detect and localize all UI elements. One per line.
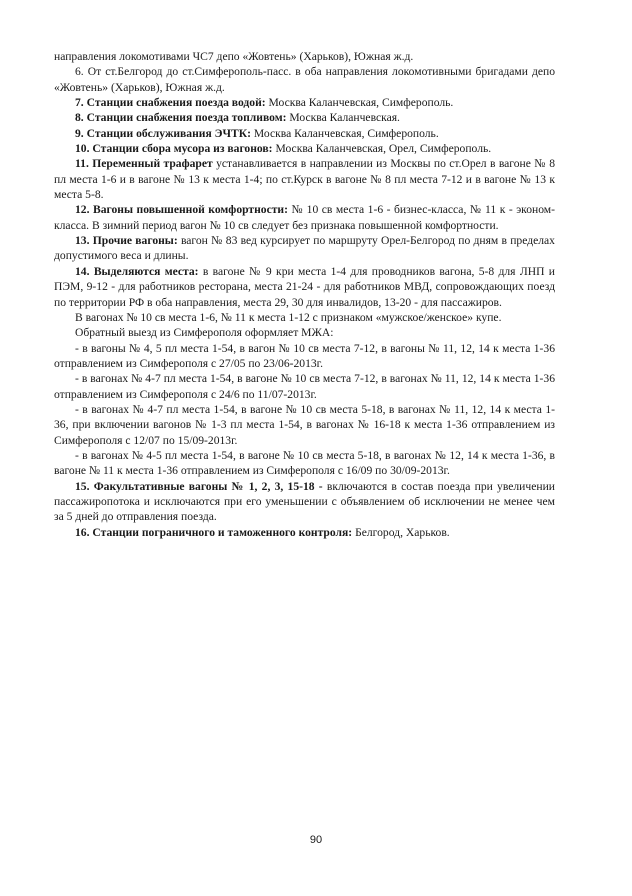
paragraph-7-text: устанавливается в направлении из Москвы по ст.Орел в вагоне № 8 пл места 1-6 и в вагоне № 13 к места 1-4; по ст.Курск в вагоне № 8 пл места 7-12 и в вагоне № 13 к места 5-8. <box>54 157 556 202</box>
paragraph-11-text: В вагонах № 10 св места 1-6, № 11 к места 1-12 с признаком «мужское/женское» купе. <box>75 310 502 324</box>
paragraph-15 <box>54 402 555 448</box>
document-body <box>54 49 555 540</box>
paragraph-1 <box>54 49 555 64</box>
paragraph-3-text: Москва Каланчевская, Симферополь. <box>265 96 454 110</box>
paragraph-4-heading: 8. Станции снабжения поезда топливом: <box>75 111 287 125</box>
paragraph-6 <box>54 141 555 156</box>
paragraph-12 <box>54 325 555 340</box>
paragraph-3 <box>54 95 555 110</box>
paragraph-6-heading: 10. Станции сбора мусора из вагонов: <box>75 142 273 156</box>
paragraph-8-text: № 10 св места 1-6 - бизнес-класса, № 11 к - эконом-класса. В зимний период вагон № 10 св следует без признака повышенной комфортности. <box>54 203 555 232</box>
paragraph-18-text: Белгород, Харьков. <box>352 525 450 539</box>
paragraph-10-text: в вагоне № 9 кри места 1-4 для проводников вагона, 5-8 для ЛНП и ПЭМ, 9-12 - для работников ресторана, места 21-24 - для работников МВД, сопровождающих поезд по территории РФ в оба направления, места 29, 30 для инвалидов, 13-20 - для пассажиров. <box>54 264 555 309</box>
paragraph-13-text: - в вагоны № 4, 5 пл места 1-54, в вагон № 10 св места 7-12, в вагоны № 11, 12, 14 к места 1-36 отправлением из Симферополя с 27/05 по 23/06-2013г. <box>54 341 555 370</box>
paragraph-17 <box>54 479 555 525</box>
paragraph-1-text: направления локомотивами ЧС7 депо «Жовтень» (Харьков), Южная ж.д. <box>54 50 414 63</box>
paragraph-16 <box>54 448 555 479</box>
paragraph-14 <box>54 371 555 402</box>
paragraph-8-heading: 12. Вагоны повышенной комфортности: <box>75 203 288 217</box>
paragraph-3-heading: 7. Станции снабжения поезда водой: <box>75 96 266 110</box>
paragraph-17-text: включаются в состав поезда при увеличении пассажиропотока и исключаются при его уменьшении с объявлением об исключении не менее чем за 5 дней до отправления поезда. <box>54 479 555 524</box>
paragraph-4 <box>54 110 555 125</box>
paragraph-7 <box>54 156 555 202</box>
paragraph-9-text: вагон № 83 вед курсирует по маршруту Орел-Белгород по дням в пределах допустимого веса и длины. <box>54 234 555 263</box>
paragraph-17-heading: 15. Факультативные вагоны № 1, 2, 3, 15-18 - <box>75 479 323 493</box>
paragraph-13 <box>54 341 555 372</box>
page-number: 90 <box>309 834 323 846</box>
paragraph-6-text: Москва Каланчевская, Орел, Симферополь. <box>272 142 492 156</box>
paragraph-16-text: - в вагонах № 4-5 пл места 1-54, в вагоне № 10 св места 5-18, в вагонах № 12, 14 к места 1-36, в вагоне № 11 к места 1-36 отправлением из Симферополя с 16/09 по 30/09-2013г. <box>54 448 555 478</box>
paragraph-2 <box>54 64 555 95</box>
paragraph-9 <box>54 233 555 264</box>
paragraph-14-text: - в вагонах № 4-7 пл места 1-54, в вагоне № 10 св места 7-12, в вагонах № 11, 12, 14 к места 1-36 отправлением из Симферополя с 24/6 по 11/07-2013г. <box>54 372 555 401</box>
paragraph-10 <box>54 264 555 310</box>
paragraph-9-heading: 13. Прочие вагоны: <box>75 234 178 248</box>
paragraph-18-heading: 16. Станции пограничного и таможенного контроля: <box>75 525 353 539</box>
paragraph-5-heading: 9. Станции обслуживания ЭЧТК: <box>75 126 252 140</box>
paragraph-5-text: Москва Каланчевская, Симферополь. <box>251 126 439 140</box>
paragraph-7-heading: 11. Переменный трафарет <box>75 157 213 171</box>
paragraph-11 <box>54 310 555 325</box>
paragraph-8 <box>54 202 555 233</box>
paragraph-15-text: - в вагонах № 4-7 пл места 1-54, в вагоне № 10 св места 5-18, в вагонах № 11, 12, 14 к места 1-36, при включении вагонов № 1-3 пл места 1-54, в вагонах № 16-18 к места 1-36 отправлением из Симферополя с 12/07 по 15/09-2013г. <box>54 402 555 447</box>
paragraph-18 <box>54 525 555 540</box>
paragraph-4-text: Москва Каланчевская. <box>286 111 400 125</box>
paragraph-2-text: 6. От ст.Белгород до ст.Симферополь-пасс. в оба направления локомотивными бригадами депо «Жовтень» (Харьков), Южная ж.д. <box>54 65 555 94</box>
paragraph-5 <box>54 126 555 141</box>
paragraph-12-text: Обратный выезд из Симферополя оформляет МЖА: <box>75 326 334 340</box>
paragraph-10-heading: 14. Выделяются места: <box>75 264 199 278</box>
